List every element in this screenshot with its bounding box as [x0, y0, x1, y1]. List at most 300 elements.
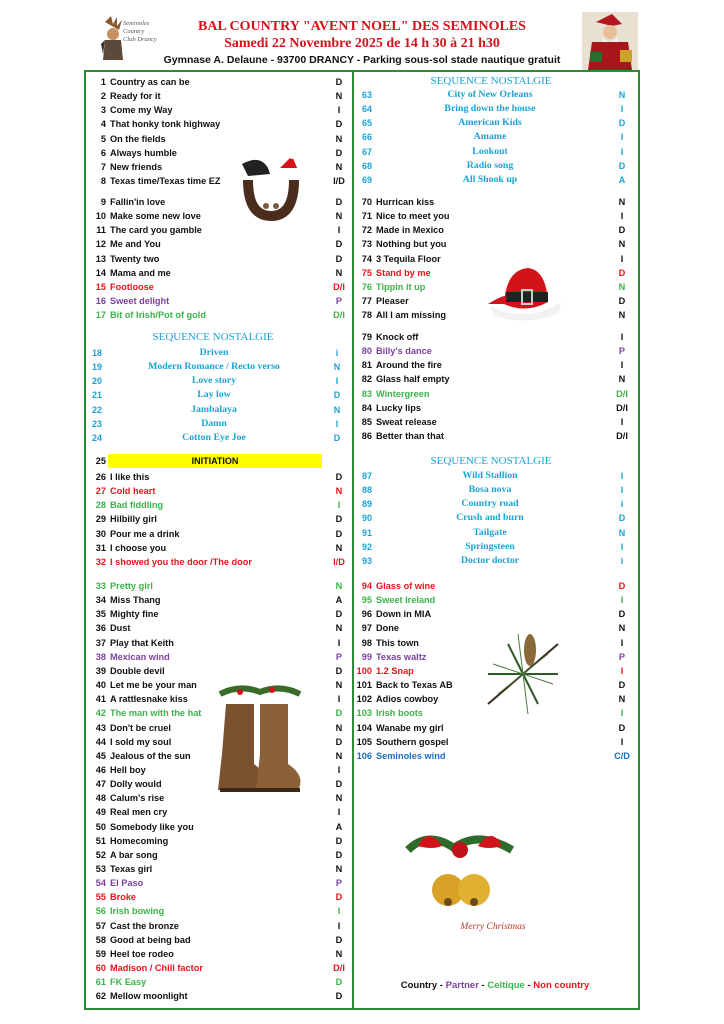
dance-row [88, 195, 351, 209]
dance-level: I [337, 906, 341, 917]
nostalgie-row [362, 102, 632, 116]
dance-number: 96 [361, 609, 372, 620]
dance-number: 23 [92, 418, 103, 429]
dance-name: Sweat release [376, 416, 437, 427]
dance-name: Good at being bad [110, 934, 191, 945]
dance-level: P [335, 296, 343, 307]
dance-name: Hurrican kiss [376, 197, 435, 207]
dance-number: 93 [362, 555, 373, 566]
dance-level: I [620, 541, 624, 552]
nostalgie-row [92, 360, 347, 374]
event-location: Gymnase A. Delaune - 93700 DRANCY - Parking sous-sol stade nautique gratuit [163, 54, 561, 66]
nostalgie-row [92, 417, 347, 431]
dance-row [354, 387, 634, 401]
sequence-nostalgie-title: SEQUENCE NOSTALGIE [430, 455, 552, 467]
dance-name: Damn [201, 417, 227, 429]
dance-level: D [333, 390, 341, 401]
dance-row [354, 237, 634, 251]
dance-name: All I am missing [376, 310, 446, 321]
dance-name: Sweet delight [110, 296, 170, 307]
dance-number: 36 [95, 623, 106, 634]
dance-row [88, 294, 351, 308]
dance-name: Country road [461, 498, 519, 510]
dance-row [88, 160, 351, 174]
dance-level: D [618, 609, 626, 620]
dance-level: I [620, 416, 624, 427]
dance-name: Real men cry [110, 807, 168, 818]
dance-level: N [618, 281, 626, 292]
dance-name: Driven [199, 347, 229, 358]
merry-christmas-text: Merry Christmas [460, 922, 526, 932]
nostalgie-row [362, 526, 632, 540]
dance-level: D [618, 267, 626, 278]
dance-level: N [335, 486, 343, 497]
dance-number: 10 [95, 211, 106, 222]
dance-number: 68 [362, 160, 373, 171]
nostalgie-row [362, 540, 632, 554]
dance-name: Cold heart [110, 486, 156, 497]
dance-number: 72 [361, 225, 372, 236]
sequence-nostalgie-title: SEQUENCE NOSTALGIE [152, 331, 274, 343]
dance-row [354, 607, 634, 621]
dance-level: D [618, 680, 626, 691]
dance-level: D [618, 581, 626, 591]
horseshoe-hat-icon [236, 150, 306, 222]
dance-number: 106 [356, 750, 372, 761]
dance-name: Back to Texas AB [376, 680, 453, 691]
dance-level: N [333, 362, 341, 373]
dance-row [354, 721, 634, 735]
dance-number: 5 [100, 133, 106, 144]
dance-level: D [335, 514, 343, 525]
dance-number: 6 [100, 147, 106, 158]
dance-row [88, 805, 351, 819]
dance-row [88, 498, 351, 512]
logo-text: Seminoles Country Club Drancy [123, 20, 157, 43]
dance-level: I [620, 360, 624, 371]
dance-name: Hell boy [110, 764, 146, 775]
dance-number: 64 [362, 104, 373, 115]
dance-number: 71 [361, 211, 372, 222]
dance-name: Double devil [110, 665, 165, 676]
dance-level: N [618, 239, 626, 250]
dance-row [88, 989, 351, 1003]
dance-name: A rattlesnake kiss [110, 694, 188, 705]
dance-name: Heel toe rodeo [110, 948, 174, 959]
dance-name: Irish bowing [110, 906, 165, 917]
dance-row [88, 484, 351, 498]
dance-level: I [620, 146, 624, 157]
dance-name: Wild Stallion [462, 470, 518, 481]
santa-icon [582, 12, 638, 70]
dance-row [88, 636, 351, 650]
dance-level: D/I [333, 281, 345, 292]
dance-level: N [335, 542, 343, 553]
dance-level: I [620, 471, 624, 481]
dance-level: I [337, 764, 341, 775]
dance-row [354, 735, 634, 749]
dance-level: D [335, 197, 343, 207]
dance-level: D [335, 119, 343, 130]
dance-level: I [337, 500, 341, 511]
cowboy-boots-icon [210, 684, 310, 800]
dance-row [354, 209, 634, 223]
nostalgie-row [362, 145, 632, 159]
dance-number: 83 [361, 388, 372, 399]
dance-level: I [335, 418, 339, 429]
dance-level: C/D [614, 750, 630, 761]
nostalgie-row [362, 469, 632, 483]
dance-row [354, 429, 634, 443]
dance-name: Cast the bronze [110, 920, 179, 931]
santa-hat-icon [484, 262, 568, 324]
dance-number: 51 [95, 835, 106, 846]
dance-level: D [618, 296, 626, 307]
dance-row [88, 209, 351, 223]
dance-name: Pour me a drink [110, 528, 180, 539]
dance-number: 1 [100, 77, 106, 87]
dance-name: Mighty fine [110, 609, 159, 620]
dance-name: Glass of wine [376, 581, 436, 591]
dance-name: Crush and burn [456, 512, 524, 524]
nostalgie-row [92, 374, 347, 388]
dance-number: 76 [361, 281, 372, 292]
dance-number: 19 [92, 362, 103, 373]
dance-name: This town [376, 637, 419, 648]
dance-number: 62 [95, 991, 106, 1002]
nostalgie-row [92, 388, 347, 402]
dance-name: Always humble [110, 147, 177, 158]
dance-level: I [620, 637, 624, 648]
dance-level: N [618, 623, 626, 634]
dance-number: 97 [361, 623, 372, 634]
dance-name: Somebody like you [110, 821, 194, 832]
dance-row [88, 527, 351, 541]
dance-name: All Shook up [462, 173, 518, 185]
dance-number: 69 [362, 174, 373, 185]
dance-row [88, 890, 351, 904]
dance-name: American Kids [458, 117, 522, 129]
dance-name: Radio song [466, 159, 514, 171]
dance-row [88, 650, 351, 664]
dance-row [88, 555, 351, 569]
dance-name: Bit of Irish/Pot of gold [110, 310, 206, 321]
dance-row [88, 607, 351, 621]
dance-name: City of New Orleans [447, 89, 533, 100]
dance-level: D [335, 472, 343, 482]
dance-level: N [618, 374, 626, 385]
dance-name: I choose you [110, 542, 167, 553]
dance-name: Mexican wind [110, 651, 170, 662]
dance-number: 70 [361, 197, 372, 207]
dance-number: 94 [361, 581, 372, 591]
dance-number: 80 [361, 346, 372, 357]
dance-number: 42 [95, 708, 106, 719]
dance-row [88, 252, 351, 266]
dance-name: Texas waltz [376, 651, 427, 662]
dance-name: Homecoming [110, 835, 169, 846]
sequence-nostalgie-title: SEQUENCE NOSTALGIE [430, 75, 552, 87]
dance-number: 33 [95, 581, 106, 591]
dance-name: On the fields [110, 133, 166, 144]
dance-name: FK Easy [110, 977, 147, 988]
dance-level: I [620, 132, 624, 143]
dance-name: Me and You [110, 239, 161, 250]
dance-level: D [335, 239, 343, 250]
dance-row [88, 820, 351, 834]
dance-name: Billy's dance [376, 346, 432, 357]
dance-row [354, 358, 634, 372]
dance-level: D [618, 160, 626, 171]
dance-level: D [335, 991, 343, 1002]
dance-name: Lay low [197, 389, 231, 401]
dance-level: I [620, 104, 624, 115]
dance-row [354, 749, 634, 763]
dance-name: Pleaser [376, 296, 409, 307]
dance-name: Come my Way [110, 105, 173, 116]
dance-name: Stand by me [376, 267, 431, 278]
dance-name: Bosa nova [468, 484, 512, 496]
dance-row [88, 975, 351, 989]
dance-row [354, 579, 634, 593]
nostalgie-row [362, 554, 632, 568]
dance-number: 47 [95, 779, 106, 790]
dance-level: D/I [616, 388, 628, 399]
dance-number: 65 [362, 118, 373, 129]
dance-level: N [335, 864, 343, 874]
dance-number: 103 [356, 708, 372, 719]
dance-name: Glass half empty [376, 374, 450, 385]
dance-number: 67 [362, 146, 373, 157]
dance-row [354, 415, 634, 429]
dance-level: D [335, 934, 343, 945]
dance-number: 43 [95, 722, 106, 733]
dance-name: Irish boots [376, 708, 423, 719]
dance-row [88, 308, 351, 322]
dance-level: I [620, 332, 624, 342]
christmas-bells-icon [398, 820, 522, 916]
dance-level: I [620, 253, 624, 264]
dance-row [88, 541, 351, 555]
dance-level: N [335, 750, 343, 761]
dance-name: Don't be cruel [110, 722, 171, 733]
dance-number: 48 [95, 793, 106, 804]
nostalgie-row [362, 130, 632, 144]
dance-level: P [335, 878, 343, 889]
dance-number: 53 [95, 864, 106, 874]
dance-row [88, 904, 351, 918]
dance-row [354, 372, 634, 386]
dance-level: D [335, 736, 343, 747]
dance-number: 29 [95, 514, 106, 525]
dance-level: D [618, 225, 626, 236]
dance-number: 101 [356, 680, 372, 691]
dance-level: N [335, 211, 343, 222]
dance-number: 82 [361, 374, 372, 385]
dance-number: 77 [361, 296, 372, 307]
dance-number: 59 [95, 948, 106, 959]
dance-number: 40 [95, 680, 106, 691]
dance-number: 105 [356, 736, 372, 747]
dance-name: Miss Thang [110, 595, 161, 606]
dance-level: N [335, 581, 343, 591]
dance-number: 18 [92, 348, 103, 358]
dance-name: Lucky lips [376, 402, 421, 413]
dance-row [354, 344, 634, 358]
dance-name: Tippin it up [376, 281, 426, 292]
dance-number: 38 [95, 651, 106, 662]
dance-number: 41 [95, 694, 106, 705]
dance-name: A bar song [110, 849, 158, 860]
dance-number: 57 [95, 920, 106, 931]
dance-number: 8 [100, 176, 106, 187]
dance-number: 44 [95, 736, 106, 747]
dance-level: N [618, 197, 626, 207]
dance-number: 63 [362, 90, 373, 100]
dance-number: 58 [95, 934, 106, 945]
dance-number: 85 [361, 416, 372, 427]
dance-number: 95 [361, 595, 372, 606]
nostalgie-row [362, 159, 632, 173]
nostalgie-row [92, 403, 347, 417]
dance-level: N [618, 310, 626, 321]
dance-level: D/I [616, 402, 628, 413]
dance-name: Hilbilly girl [110, 514, 157, 525]
dance-number: 32 [95, 556, 106, 567]
dance-level: N [335, 793, 343, 804]
nostalgie-row [362, 88, 632, 102]
dance-number: 84 [361, 402, 372, 413]
dance-number: 102 [356, 694, 372, 705]
dance-number: 37 [95, 637, 106, 648]
nostalgie-row [92, 346, 347, 360]
dance-number: 24 [92, 432, 103, 443]
dance-level: D [335, 253, 343, 264]
dance-number: 45 [95, 750, 106, 761]
dance-name: Seminoles wind [376, 750, 446, 761]
event-date: Samedi 22 Novembre 2025 de 14 h 30 à 21 h30 [224, 36, 500, 51]
legend-item: - [478, 980, 488, 991]
dance-number: 78 [361, 310, 372, 321]
dance-row [88, 132, 351, 146]
dance-level: I [620, 736, 624, 747]
dance-level: N [335, 133, 343, 144]
dance-name: That honky tonk highway [110, 119, 221, 130]
dance-number: 11 [96, 225, 106, 236]
dance-number: 4 [100, 119, 106, 130]
dance-name: Love story [191, 375, 237, 387]
dance-name: Madison / Chill factor [110, 963, 203, 974]
dance-number: 39 [95, 665, 106, 676]
dance-name: Mama and me [110, 267, 171, 278]
dance-level: D [335, 528, 343, 539]
dance-number: 30 [95, 528, 106, 539]
dance-name: Texas time/Texas time EZ [110, 176, 221, 187]
dance-level: i [620, 499, 624, 510]
dance-row [88, 237, 351, 251]
dance-level: D [335, 977, 343, 988]
dance-name: Adios cowboy [376, 694, 439, 705]
dance-number: 74 [361, 253, 372, 264]
nostalgie-row [362, 511, 632, 525]
dance-row [88, 146, 351, 160]
legend-item: - [437, 980, 446, 991]
dance-number: 25 [95, 456, 106, 466]
dance-name: The man with the hat [110, 708, 202, 719]
dance-level: I [337, 920, 341, 931]
dance-number: 27 [95, 486, 106, 497]
dance-row [88, 103, 351, 117]
dance-level: D [335, 708, 343, 719]
dance-name: 1.2 Snap [376, 665, 414, 676]
dance-row [88, 223, 351, 237]
dance-row [88, 947, 351, 961]
pine-branch-icon [478, 624, 568, 716]
dance-number: 60 [95, 963, 106, 974]
dance-name: Broke [110, 892, 137, 903]
dance-name: Modern Romance / Recto verso [148, 361, 280, 373]
dance-number: 28 [95, 500, 106, 511]
dance-level: D [335, 147, 343, 158]
dance-name: Footloose [110, 281, 154, 292]
dance-name: Bring down the house [444, 103, 536, 115]
dance-row [88, 89, 351, 103]
dance-row [88, 117, 351, 131]
dance-level: D [335, 609, 343, 620]
dance-level: N [335, 680, 343, 691]
dance-name: Made in Mexico [376, 225, 444, 236]
dance-number: 100 [356, 665, 372, 676]
dance-level: D/I [616, 431, 628, 442]
dance-name: Wanabe my girl [376, 722, 444, 733]
dance-name: Cotton Eye Joe [182, 431, 246, 443]
dance-row [88, 664, 351, 678]
initiation-number [88, 454, 110, 468]
dance-row [88, 266, 351, 280]
dance-number: 14 [95, 267, 106, 278]
dance-name: Around the fire [376, 360, 442, 371]
dance-row [354, 330, 634, 344]
dance-number: 99 [361, 651, 372, 662]
dance-level: I [337, 105, 341, 116]
dance-row [354, 195, 634, 209]
dance-level: D [333, 432, 341, 443]
dance-name: Play that Keith [110, 637, 174, 648]
dance-number: 91 [362, 527, 373, 538]
dance-number: 56 [95, 906, 106, 917]
dance-name: Nothing but you [376, 239, 447, 250]
dance-row [88, 862, 351, 876]
dance-name: Let me be your man [110, 680, 197, 691]
dance-level: P [618, 346, 626, 357]
dance-number: 90 [362, 513, 373, 524]
dance-number: 81 [361, 360, 372, 371]
dance-number: 3 [100, 105, 106, 116]
dance-level: N [335, 267, 343, 278]
nostalgie-row [362, 497, 632, 511]
dance-row [88, 593, 351, 607]
dance-level: I [620, 708, 624, 719]
dance-level: N [333, 404, 341, 415]
dance-row [88, 280, 351, 294]
dance-level: I [620, 211, 624, 222]
dance-name: Sweet Ireland [376, 595, 436, 606]
dance-level: N [618, 694, 626, 705]
legend-item: Partner [445, 980, 479, 991]
dance-name: Twenty two [110, 253, 160, 264]
dance-number: 49 [95, 807, 106, 818]
dance-level: I [335, 376, 339, 387]
